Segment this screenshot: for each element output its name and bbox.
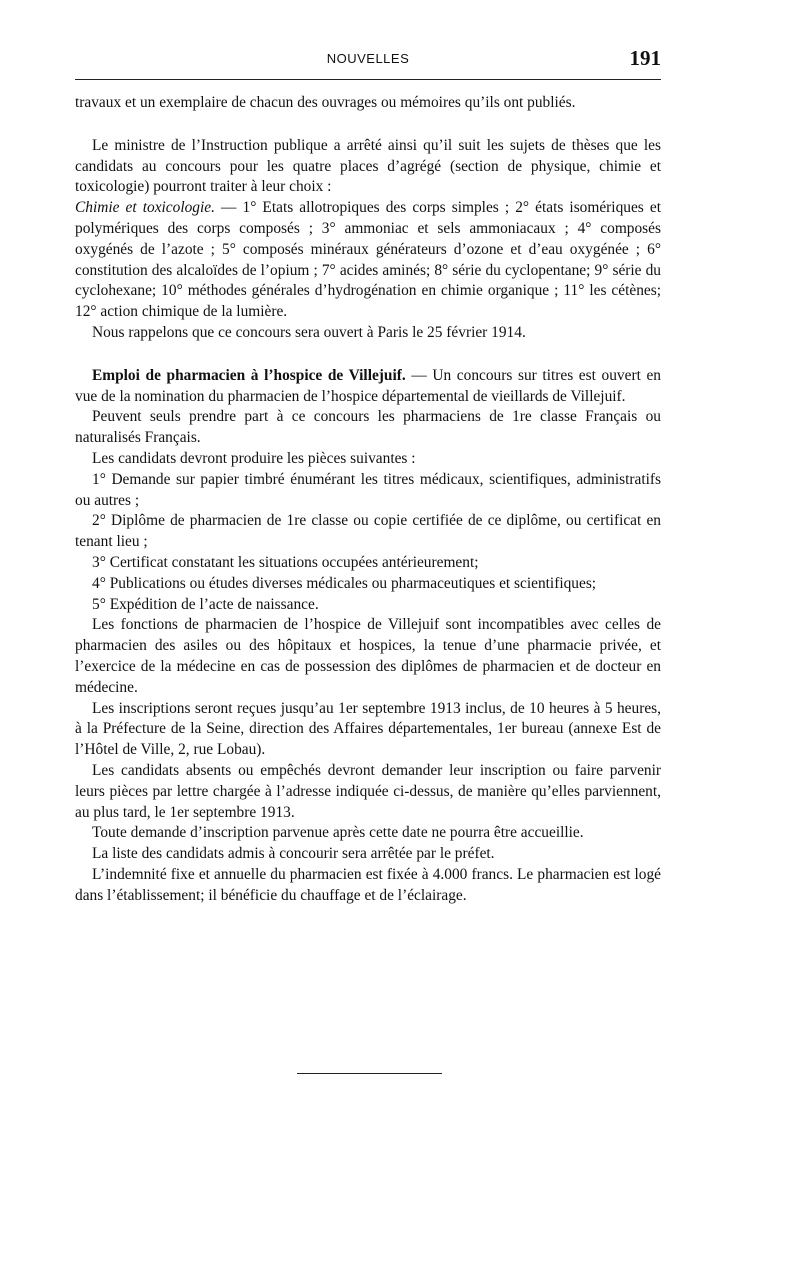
section-intro-text: — Un concours sur titres est ouvert en vue de la nomination du pharmacien de l’hospice départemental de vieillards de Villejuif. <box>75 366 661 405</box>
list-item-document-3: 3° Certificat constatant les situations occupées antérieurement; <box>92 553 479 571</box>
running-head <box>75 46 661 76</box>
body-text <box>75 93 661 906</box>
paragraph-concours-date: Nous rappelons que ce concours sera ouvert à Paris le 25 février 1914. <box>92 323 526 341</box>
list-item-document-1: 1° Demande sur papier timbré énumérant les titres médicaux, scientifiques, administratifs ou autres ; <box>75 470 661 509</box>
spacer <box>75 344 661 366</box>
paragraph-candidate-list: La liste des candidats admis à concourir sera arrêtée par le préfet. <box>92 845 495 863</box>
paragraph-continuation: travaux et un exemplaire de chacun des ouvrages ou mémoires qu’ils ont publiés. <box>75 94 576 111</box>
paragraph-documents-intro: Les candidats devront produire les pièces suivantes : <box>92 449 416 467</box>
paragraph-thesis-topics <box>75 198 661 323</box>
paragraph-salary: L’indemnité fixe et annuelle du pharmacien est fixée à 4.000 francs. Le pharmacien est logé dans l’établissement; il bénéficie du chauffage et de l’éclairage. <box>75 865 661 904</box>
list-item-document-2: 2° Diplôme de pharmacien de 1re classe ou copie certifiée de ce diplôme, ou certificat en tenant lieu ; <box>75 512 661 551</box>
list-item-document-4: 4° Publications ou études diverses médicales ou pharmaceutiques et scientifiques; <box>92 574 597 592</box>
list-item-document-5: 5° Expédition de l’acte de naissance. <box>92 595 319 613</box>
running-title: NOUVELLES <box>326 51 410 66</box>
paragraph-eligibility: Peuvent seuls prendre part à ce concours les pharmaciens de 1re classe Français ou naturalisés Français. <box>75 408 661 447</box>
section-title: Emploi de pharmacien à l’hospice de Villejuif. <box>92 366 406 384</box>
paragraph-late-requests: Toute demande d’inscription parvenue après cette date ne pourra être accueillie. <box>92 824 584 842</box>
page-number: 191 <box>629 46 661 70</box>
spacer <box>75 114 661 136</box>
paragraph-incompatibilities: Les fonctions de pharmacien de l’hospice de Villejuif sont incompatibles avec celles de pharmacien des asiles ou des hôpitaux et hospices, la tenue d’une pharmacie privée, et l’exercice de la médecine en cas de possession des diplômes de pharmacien et de docteur en médecine. <box>75 616 661 696</box>
end-rule <box>297 1073 442 1074</box>
subject-label: Chimie et toxicologie. <box>75 199 215 217</box>
paragraph-villejuif-intro <box>75 366 661 408</box>
paragraph-agregation-intro: Le ministre de l’Instruction publique a arrêté ainsi qu’il suit les sujets de thèses que les candidats au concours pour les quatre places d’agrégé (section de physique, chimie et toxicologie) pourront traiter à leur choix : <box>75 136 661 196</box>
paragraph-absent-candidates: Les candidats absents ou empêchés devront demander leur inscription ou faire parvenir leurs pièces par lettre chargée à l’adresse indiquée ci-dessus, de manière qu’elles parviennent, au plus tard, le 1er septembre 1913. <box>75 761 661 821</box>
header-rule <box>75 79 661 80</box>
subject-topics: — 1° Etats allotropiques des corps simples ; 2° états isomériques et polymériques des corps composés ; 3° ammoniac et sels ammoniacaux ; 4° composés oxygénés de l’azote ; 5° composés minéraux générateurs d’ozone et d’eau oxygénée ; 6° constitution des alcaloïdes de l’opium ; 7° acides aminés; 8° série du cyclopentane; 9° série du cyclohexane; 10° méthodes générales d’hydrogénation en chimie organique ; 11° les cétènes; 12° action chimique de la lumière. <box>75 199 661 321</box>
paragraph-registration: Les inscriptions seront reçues jusqu’au 1er septembre 1913 inclus, de 10 heures à 5 heures, à la Préfecture de la Seine, direction des Affaires départementales, 1er bureau (annexe Est de l’Hôtel de Ville, 2, rue Lobau). <box>75 699 661 759</box>
